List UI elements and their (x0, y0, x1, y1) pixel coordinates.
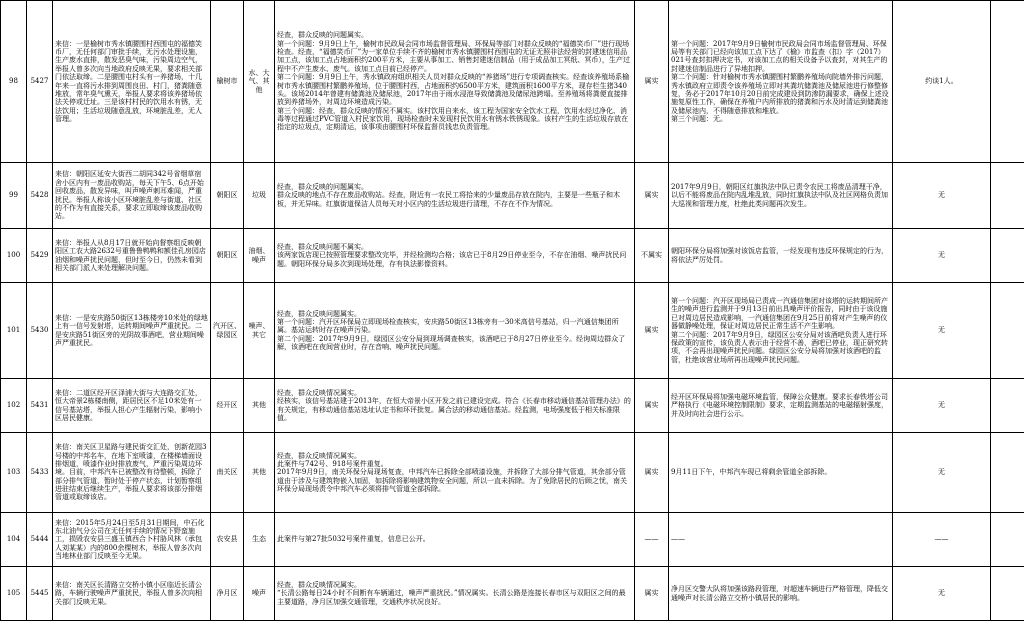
remarks-cell (991, 379, 1024, 433)
handling-result: 第一个问题：汽开区现场局已责成一汽通信集团对该塔的运转期间所产生的噪声进行监测并于9月13日前出具噪声评价报告，同时由于该设施已对周边居民造成影响，一汽通信集团在9月25日前将对产生噪声的仪器做静噪处理，保证对周边居民正常生活不产生影响。 第二个问题：2017年9月9日，绿园区公安分局对该酒吧负责人进行环保政策的宣传，该负责人表示由于经营不善，酒吧已停业，现正研究转项，不会再出现噪声扰民问题。绿园区公安分局将加强对该酒吧的监管，杜绝该营业场所再出现噪声扰民问题。 (669, 283, 893, 379)
remarks-cell (991, 163, 1024, 229)
complaint-content: 来信：举报人从8月17日就开始向督察组反映朝阳区工农大路2632号重鲁鲁鸭鸭和额佳孔房园店油烟和噪声扰民问题，但时至今日，仍然未看到相关部门派人来处理解决问题。 (53, 229, 211, 283)
investigation-result: 经查，群众反映问题属实。 第一个问题：汽开区环保局立即现场检查核实，安庆路50街区13栋旁有一30米高信号基站，归一汽通信集团所属。基站运转时存在噪声污染。 第二个问题：2017年9月9日，绿园区公安分局到现场调查核实，该酒吧已于8月27日停业至今。经询周边群众了解，该酒吧在夜间营业时，存在音响、噪声扰民问题。 (275, 283, 635, 379)
district: 汽开区、绿园区 (211, 283, 244, 379)
case-id: 5430 (27, 283, 53, 379)
complaint-content: 来信：南关区卫星路与建民街交汇处，创新花园3号楼的中邦名车，在地下室喷漆，在楼梯墙面设排烟道，喷漆作业时排放废气，严重污染周边环境。目前，中邦汽车已被整改有待整顿，拆除了部分排气管道，暂时处于停产状态，计划暂察组进驻结束后继续生产，举报人要求将该部分排烟管道或取缔该店。 (53, 433, 211, 513)
accountability: 约谈1人。 (893, 1, 991, 163)
case-id: 5427 (27, 1, 53, 163)
remarks-cell (991, 433, 1024, 513)
row-number: 100 (1, 229, 27, 283)
remarks-cell (991, 283, 1024, 379)
table-row (1, 567, 1024, 621)
complaint-content: 来信：朝阳区延安大街西二胡同342号省烟草宿舍小区内有一废品收购站，每天下午5、6点开始回收废品，散发异味，叫声噪声刺耳难闻，严重扰民。举报人称该小区环境脏乱差与街道、社区的不作为有直接关系，要求立即取缔该废品收购站。 (53, 163, 211, 229)
district: 榆树市 (211, 1, 244, 163)
row-number: 98 (1, 1, 27, 163)
district: 南关区 (211, 433, 244, 513)
remarks-cell (991, 567, 1024, 621)
accountability: 无 (893, 283, 991, 379)
complaint-content: 来信：一是安庆路50街区13栋楼旁10米处的绿地上有一信号发射塔，运转期间噪声严重扰民。二是安庆路51街区旁的光阴故事酒吧，营业期间噪声严重扰民。 (53, 283, 211, 379)
complaint-content: 来信：一是榆树市秀水镇腰围村西围屯的福德笑币厂，无任何部门审批手续，无污水处理设施，生产废水直排，散发恶臭气味，污染周边空气，举报人曾多次向当地政府反映无果，要求相关部门依法取缔。二是腰围屯村头有一养猪场，十几年来一直将污水排到周围良田、村门，猪粪随意堆放，常年臭气熏天，举报人要求将该养猪场依法关停或迁址。三是该村村民的饮用水有锈，无法饮用；生活垃圾随意乱放，环境脏乱差，无人管理。 (53, 1, 211, 163)
table-row (1, 1, 1024, 163)
district: 朝阳区 (211, 163, 244, 229)
district: 朝阳区 (211, 229, 244, 283)
handling-result: 9月11日下午，中邦汽车现已将剩余管道全部拆除。 (669, 433, 893, 513)
verdict: 属实 (635, 567, 669, 621)
pollution-category: 生态 (244, 513, 275, 567)
remarks-cell (991, 513, 1024, 567)
district: 净月区 (211, 567, 244, 621)
investigation-result: 经查，群众反映情况属实。 经核实，该信号基站建于2013年，在恒大帝景小区开发之前已建设完成。符合《长春市移动通信基站管理办法》的有关规定，有移动通信基站选址认定书和环评批复。属合法的移动通信基站。经监测，电场强度低于相关标准限值。 (275, 379, 635, 433)
handling-result: 2017年9月9日，朝阳区红旗执法中队已责令农民工将废品清理干净，以后不能将废品在院内乱堆乱放，同时红旗执法中队及社区网格负责加大巡视和管理力度，杜绝此类问题再次发生。 (669, 163, 893, 229)
complaint-content: 来信：南关区长清路立交桥小镇小区临近长清公路，车辆行驶噪声严重扰民，举报人曾多次向相关部门反映无果。 (53, 567, 211, 621)
accountability: 无 (893, 379, 991, 433)
case-id: 5433 (27, 433, 53, 513)
investigation-result: 此案件与第27批5032号案件重复，信息已公开。 (275, 513, 635, 567)
investigation-result: 经查，群众反映的问题属实。 第一个问题：9月9日上午，榆树市民政局会同市场监督管理局、环保局等部门对群众反映的“福德笑币厂”进行现场检查。经查，“福德笑币厂”为一家单位手续不齐的榆树市秀水镇腰围村西围屯的无证无照非法经营的封建迷信用品加工点，该加工点占地面积约200平方米，主要从事加工、销售封建迷信制品（用于成品加工冥纸、冥币），生产过程中不产生废水、废气。该加工点目前已经停产。 第二个问题：9月9日上午，秀水镇政府组织相关人员对群众反映的“养猪场”进行专项调查核实。经查该养殖场系榆树市秀水镇腰围村繁鹏养殖场，位于腰围村西，占地面积约6500平方米，建筑面积1600平方米，现存栏生猪340头。该场2014年曾建有储粪池及储尿池，2017年由于雨水浸泡导致储粪池及储尿池跨塌。至养殖场将粪便直接排放到养猪场外，对周边环境造成污染。 第三个问题：经查，群众反映的情况不属实。该村饮用自来水，该工程为国家安全饮水工程，饮用水经过净化、消毒等过程通过PVC管道入村民家饮用，现场检查时未发现村民饮用水有锈水铁锈现象。该村产生的生活垃圾存放在指定的垃圾点，定期清运，该事项由腰围村环保监督员钱忠负责管理。 (275, 1, 635, 163)
investigation-result: 经查，群众反映的问题属实。 群众反映的地点不存在废品收购站。经查，附近有一农民工将拾来的少量废品存放在院内，主要是一些瓶子和木板，并无异味。红旗街道保洁人员每天对小区内的生活垃圾进行清理，不存在不作为情况。 (275, 163, 635, 229)
remarks-cell (991, 1, 1024, 163)
table-row (1, 379, 1024, 433)
district: 经开区 (211, 379, 244, 433)
case-id: 5428 (27, 163, 53, 229)
accountability: 无 (893, 163, 991, 229)
handling-result: 净月区交警大队将加强该路段管理，对超速车辆进行严格管理，降低交通噪声对长清公路立交桥小镇居民的影响。 (669, 567, 893, 621)
complaint-content: 来信：二道区经开区泽浦大街与大连路交汇处，恒大帝景2栋楼南侧，距居民区不足10米处有一信号基站塔，举报人担心产生辐射污染，影响小区居民健康。 (53, 379, 211, 433)
case-id: 5429 (27, 229, 53, 283)
row-number: 103 (1, 433, 27, 513)
accountability: 无 (893, 229, 991, 283)
verdict: 属实 (635, 283, 669, 379)
handling-result: —— (669, 513, 893, 567)
row-number: 105 (1, 567, 27, 621)
handling-result: 朝阳环保分局将加强对该饭店监管，一经发现有违反环保规定的行为，将依法严厉处罚。 (669, 229, 893, 283)
row-number: 102 (1, 379, 27, 433)
table-row (1, 513, 1024, 567)
verdict: 不属实 (635, 229, 669, 283)
pollution-category: 噪声 (244, 567, 275, 621)
pollution-category: 其他 (244, 433, 275, 513)
pollution-category: 其他 (244, 379, 275, 433)
pollution-category: 水、大气、其他 (244, 1, 275, 163)
row-number: 104 (1, 513, 27, 567)
accountability: 无 (893, 433, 991, 513)
case-id: 5431 (27, 379, 53, 433)
handling-result: 第一个问题：2017年9月9日榆树市民政局会同市场监督管理局、环保局等有关部门已经向该加工点下达了《榆》市监查（扣）字（2017）021号查封扣押决定书，对该加工点的相关设备予以查封，对其生产的封建迷信制品进行了异地扣押。 第二个问题：针对榆树市秀水镇腰围村繁鹏养殖场向院墙外排污问题，秀水镇政府立即责令该养殖场立即对其粪坑储粪池及储尿池进行修整修复，务必于2017年10月20日前完成建设到防渗防漏要求，确保上述设施复原性工作，确保在养殖户内所排放的猪粪和污水及时清运到储粪池及储尿池内，不得随意排放和堆放。 第三个问题：无。 (669, 1, 893, 163)
verdict: 属实 (635, 1, 669, 163)
pollution-category: 油烟、噪声 (244, 229, 275, 283)
table-row (1, 283, 1024, 379)
case-id: 5444 (27, 513, 53, 567)
district: 农安县 (211, 513, 244, 567)
investigation-result: 经查，群众反映情况属实。 “长清公路每日24小时不间断有车辆通过，噪声严重扰民。”情况属实。长清公路是连接长春市区与双阳区之间的最主要道路，净月区加强交通管理，交通秩序状况良好。 (275, 567, 635, 621)
table-row (1, 229, 1024, 283)
handling-result: 经开区环保局将加强电磁环境监管，保障公众健康。要求长春铁塔公司严格执行《电磁环境控制限制》要求，定期监测基站的电磁辐射强度，并及时向社会进行公示。 (669, 379, 893, 433)
row-number: 99 (1, 163, 27, 229)
pollution-category: 噪声、其它 (244, 283, 275, 379)
accountability: 无 (893, 567, 991, 621)
verdict: 属实 (635, 163, 669, 229)
case-id: 5445 (27, 567, 53, 621)
investigation-result: 经查，群众反映情况属实。 此案件与742号、918号案件重复。 2017年9月9日，南关环保分局现场复查，中邦汽车已拆除全部喷漆设施，并拆除了大部分排气管道，其余部分管道由于涉及与建筑物嵌入加固，如拆除将影响建筑物安全问题，所以一直未拆除。为了免除居民的后顾之忧，南关环保分局现场责令中邦汽车必须将排气管道全部拆除。 (275, 433, 635, 513)
remarks-cell (991, 229, 1024, 283)
verdict: 属实 (635, 433, 669, 513)
accountability: —— (893, 513, 991, 567)
verdict: 属实 (635, 379, 669, 433)
row-number: 101 (1, 283, 27, 379)
table-row (1, 433, 1024, 513)
pollution-category: 垃圾 (244, 163, 275, 229)
complaint-content: 来信：2015年5月24日至5月31日期间，中石化东北油气分公司在无任何手续的情况下野蛮施工，损毁农安县三盛玉镇西合卜村胁风林（承包人刘某某）内的800余棵树木，举报人曾多次向当地林业部门反映至今无果。 (53, 513, 211, 567)
table-row (1, 163, 1024, 229)
investigation-result: 经查，群众反映问题不属实。 该两家饭店现已按照管理要求整改完毕，并经检测均合格；该店已于8月29日停业至今，不存在油烟、噪声扰民问题。朝阳环保分局多次到现场处理，存有执法影像资料。 (275, 229, 635, 283)
verdict: —— (635, 513, 669, 567)
